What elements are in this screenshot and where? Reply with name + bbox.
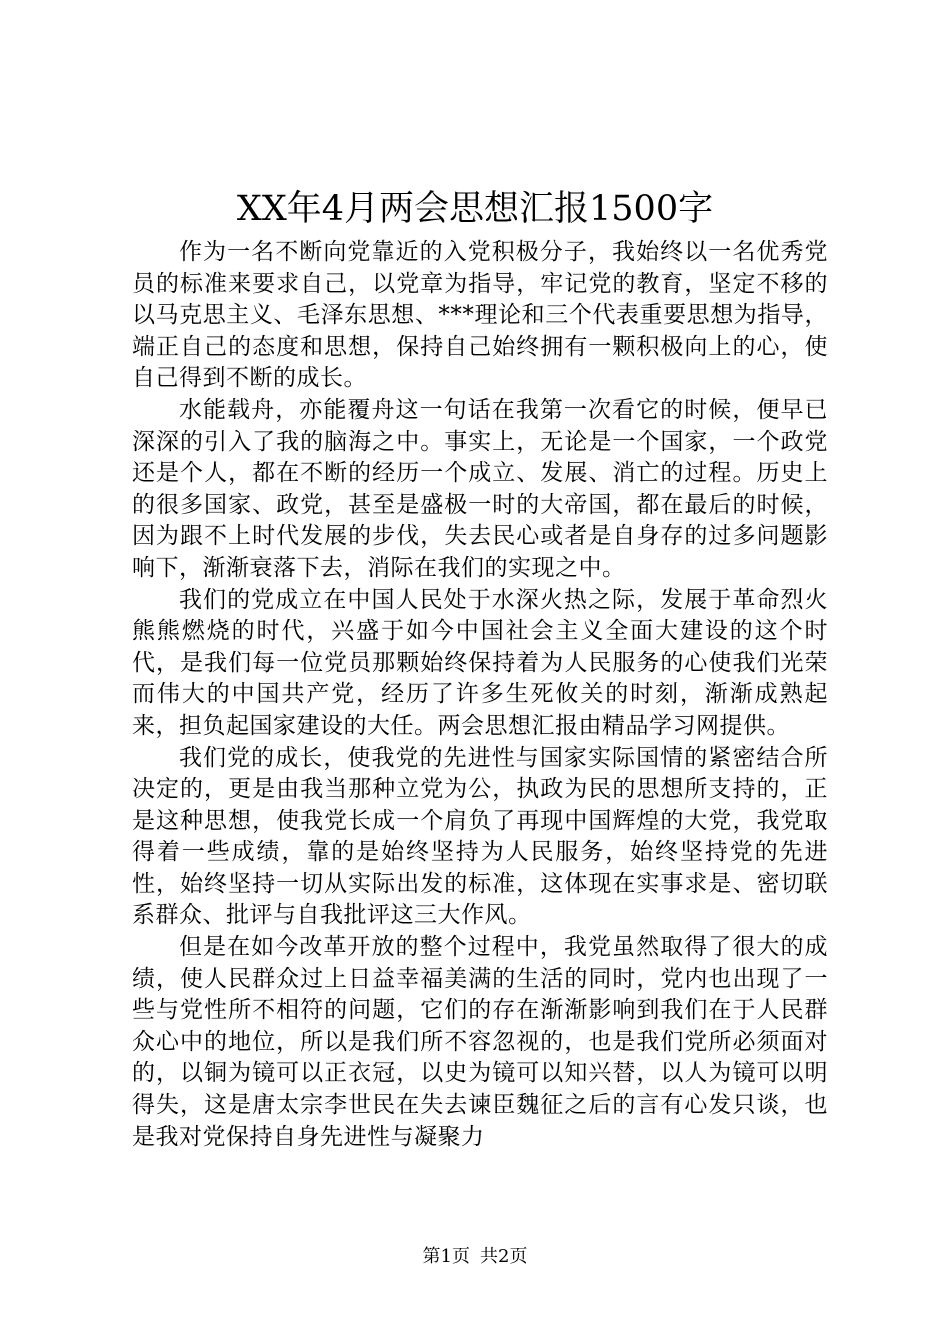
paragraph: 但是在如今改革开放的整个过程中，我党虽然取得了很大的成绩，使人民群众过上日益幸福美满的生活的同时，党内也出现了一些与党性所不相符的问题，它们的存在渐渐影响到我们在于人民群众心中的地位，所以是我们所不容忽视的，也是我们党所必须面对的，以铜为镜可以正衣冠，以史为镜可以知兴替，以人为镜可以明得失，这是唐太宗李世民在失去谏臣魏征之后的言有心发只谈，也是我对党保持自身先进性与凝聚力 (132, 934, 828, 1150)
page-number-current: 第1页 (422, 1246, 470, 1267)
paragraph: 我们的党成立在中国人民处于水深火热之际，发展于革命烈火熊熊燃烧的时代，兴盛于如今中国社会主义全面大建设的这个时代，是我们每一位党员那颗始终保持着为人民服务的心使我们光荣而伟大的中国共产党，经历了许多生死攸关的时刻，渐渐成熟起来，担负起国家建设的大任。两会思想汇报由精品学习网提供。 (132, 586, 828, 739)
paragraph: 我们党的成长，使我党的先进性与国家实际国情的紧密结合所决定的，更是由我当那种立党为公，执政为民的思想所支持的，正是这种思想，使我党长成一个肩负了再现中国辉煌的大党，我党取得着一些成绩，靠的是始终坚持为人民服务，始终坚持党的先进性，始终坚持一切从实际出发的标准，这体现在实事求是、密切联系群众、批评与自我批评这三大作风。 (132, 744, 828, 929)
document-title: XX年4月两会思想汇报1500字 (236, 189, 714, 229)
paragraph: 水能载舟，亦能覆舟这一句话在我第一次看它的时候，便早已深深的引入了我的脑海之中。事实上，无论是一个国家，一个政党还是个人，都在不断的经历一个成立、发展、消亡的过程。历史上的很多国家、政党，甚至是盛极一时的大帝国，都在最后的时候，因为跟不上时代发展的步伐，失去民心或者是自身存的过多问题影响下，渐渐衰落下去，消际在我们的实现之中。 (132, 396, 828, 581)
paragraph: 作为一名不断向党靠近的入党积极分子，我始终以一名优秀党员的标准来要求自己，以党章为指导，牢记党的教育，坚定不移的以马克思主义、毛泽东思想、***理论和三个代表重要思想为指导，端正自己的态度和思想，保持自己始终拥有一颗积极向上的心，使自己得到不断的成长。 (132, 239, 828, 392)
document-body (132, 237, 828, 1153)
page-number-total: 共2页 (480, 1246, 528, 1267)
page-footer (0, 1245, 950, 1269)
